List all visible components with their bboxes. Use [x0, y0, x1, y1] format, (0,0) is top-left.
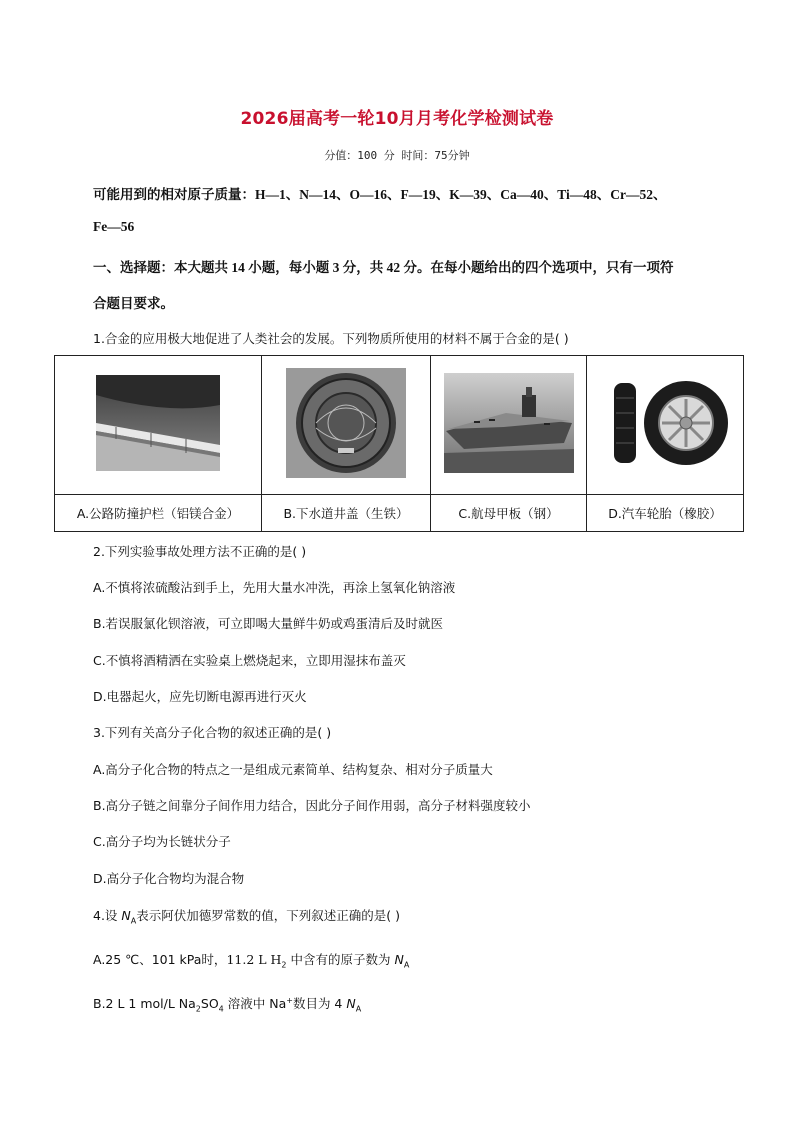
avogadro-symbol: N [121, 908, 131, 923]
q4-a-avogadro: N [394, 952, 404, 967]
q3-option-d: D.高分子化合物均为混合物 [93, 871, 245, 886]
q4-b-avogadro-sub: A [355, 1004, 362, 1014]
q2-option-b: B.若误服氯化钡溶液，可立即喝大量鲜牛奶或鸡蛋清后及时就医 [93, 616, 444, 631]
q4-option-b [93, 994, 361, 1014]
aircraft-carrier-photo [444, 373, 574, 473]
q2-option-d: D.电器起火，应先切断电源再进行灭火 [93, 689, 307, 704]
q4-b-mid: SO [200, 996, 219, 1011]
q1-option-d: D.汽车轮胎（橡胶） [587, 495, 744, 532]
question-1-stem: 1.合金的应用极大地促进了人类社会的发展。下列物质所使用的材料不属于合金的是( ) [93, 331, 569, 346]
q4-a-formula: 11.2 L H [226, 952, 282, 967]
exam-title: 2026届高考一轮10月月考化学检测试卷 [240, 109, 554, 129]
carrier-photo-cell [431, 356, 587, 495]
avogadro-subscript: A [130, 916, 137, 926]
atomic-mass-line-2: Fe—56 [93, 219, 135, 234]
q4-a-avogadro-sub: A [403, 960, 410, 970]
manhole-cover-photo [286, 368, 406, 478]
q4-b-sup: + [286, 995, 293, 1005]
tire-photo-cell [587, 356, 744, 495]
q4-b-suffix: 数目为 4 [292, 996, 347, 1011]
question-2-stem: 2.下列实验事故处理方法不正确的是( ) [93, 544, 307, 559]
q2-option-c: C.不慎将酒精洒在实验桌上燃烧起来，立即用湿抹布盖灭 [93, 653, 406, 668]
q1-option-b: B.下水道井盖（生铁） [262, 495, 431, 532]
question-1-image-table [54, 355, 744, 532]
q4-b-avogadro: N [346, 996, 356, 1011]
question-3-stem: 3.下列有关高分子化合物的叙述正确的是( ) [93, 725, 332, 740]
q1-option-c: C.航母甲板（钢） [431, 495, 587, 532]
guardrail-photo-cell [55, 356, 262, 495]
q3-option-a: A.高分子化合物的特点之一是组成元素简单、结构复杂、相对分子质量大 [93, 762, 493, 777]
question-4-stem [93, 906, 400, 926]
q1-option-a: A.公路防撞护栏（铝镁合金） [55, 495, 262, 532]
exam-meta: 分值：100 分 时间：75分钟 [324, 149, 470, 162]
q4-b-mid2: 溶液中 Na [223, 996, 287, 1011]
q4-stem-suffix: 表示阿伏加德罗常数的值，下列叙述正确的是( ) [136, 908, 400, 923]
q4-a-prefix: A.25 ℃、101 kPa时， [93, 952, 227, 967]
q3-option-b: B.高分子链之间靠分子间作用力结合，因此分子间作用弱，高分子材料强度较小 [93, 798, 531, 813]
manhole-photo-cell [262, 356, 431, 495]
q4-stem-prefix: 4.设 [93, 908, 122, 923]
guardrail-photo [96, 375, 220, 471]
q3-option-c: C.高分子均为长链状分子 [93, 834, 231, 849]
q4-a-suffix: 中含有的原子数为 [286, 952, 395, 967]
q4-b-sub2: 4 [218, 1004, 224, 1014]
section1-instructions-2: 合题目要求。 [93, 296, 174, 311]
q2-option-a: A.不慎将浓硫酸沾到手上，先用大量水冲洗，再涂上氢氧化钠溶液 [93, 580, 456, 595]
q4-b-sub1: 2 [195, 1004, 201, 1014]
q4-option-a [93, 950, 409, 970]
section1-instructions-1: 一、选择题：本大题共 14 小题，每小题 3 分，共 42 分。在每小题给出的四个选项中，只有一项符 [93, 260, 674, 275]
q4-a-formula-sub: 2 [281, 960, 287, 970]
car-tire-photo [600, 373, 730, 473]
q4-b-prefix: B.2 L 1 mol/L Na [93, 996, 196, 1011]
atomic-mass-line-1: 可能用到的相对原子质量：H—1、N—14、O—16、F—19、K—39、Ca—40、Ti—48、Cr—52、 [93, 187, 667, 202]
